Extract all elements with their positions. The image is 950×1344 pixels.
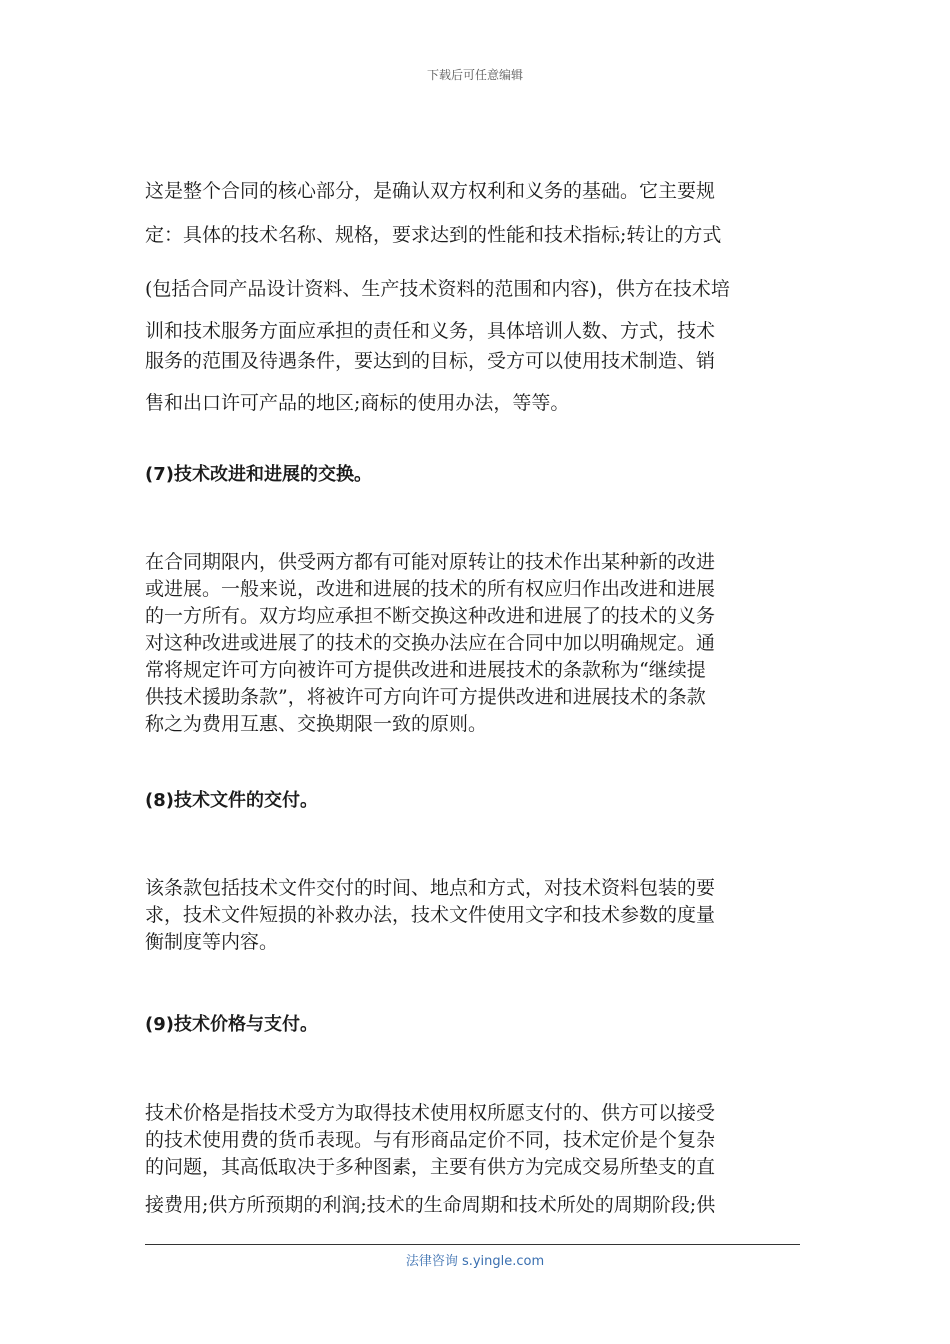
text-line: 训和技术服务方面应承担的责任和义务，具体培训人数、方式，技术	[145, 320, 716, 342]
page-header: 下载后可任意编辑	[426, 68, 523, 82]
text-line: 服务的范围及待遇条件，要达到的目标，受方可以使用技术制造、销	[145, 350, 716, 372]
footer-divider	[145, 1244, 800, 1245]
text-line: 售和出口许可产品的地区;商标的使用办法，等等。	[145, 392, 570, 414]
section-heading-8: (8)技术文件的交付。	[145, 790, 318, 811]
text-line: 接费用;供方所预期的利润;技术的生命周期和技术所处的周期阶段;供	[145, 1194, 716, 1216]
section-7-paragraph	[145, 547, 807, 736]
text-line: 技术价格是指技术受方为取得技术使用权所愿支付的、供方可以接受	[145, 1102, 716, 1124]
text-line: 的一方所有。双方均应承担不断交换这种改进和进展了的技术的义务	[145, 605, 716, 627]
text-line: 常将规定许可方向被许可方提供改进和进展技术的条款称为“继续提	[145, 659, 706, 681]
section-heading-9: (9)技术价格与支付。	[145, 1014, 318, 1035]
text-line: 求，技术文件短损的补救办法，技术文件使用文字和技术参数的度量	[145, 904, 716, 926]
text-line: 该条款包括技术文件交付的时间、地点和方式，对技术资料包装的要	[145, 877, 716, 899]
text-line: (包括合同产品设计资料、生产技术资料的范围和内容)，供方在技术培	[145, 278, 730, 300]
text-line: 称之为费用互惠、交换期限一致的原则。	[145, 713, 488, 735]
section-8-paragraph	[145, 873, 807, 954]
text-line: 供技术援助条款”，将被许可方向许可方提供改进和进展技术的条款	[145, 686, 706, 708]
intro-paragraph	[145, 176, 807, 418]
text-line: 的问题，其高低取决于多种图素，主要有供方为完成交易所垫支的直	[145, 1156, 716, 1178]
text-line: 在合同期限内，供受两方都有可能对原转让的技术作出某种新的改进	[145, 551, 716, 573]
text-line: 的技术使用费的货币表现。与有形商品定价不同，技术定价是个复杂	[145, 1129, 716, 1151]
text-line: 这是整个合同的核心部分，是确认双方权利和义务的基础。它主要规	[145, 180, 716, 202]
text-line: 对这种改进或进展了的技术的交换办法应在合同中加以明确规定。通	[145, 632, 716, 654]
section-heading-7: (7)技术改进和进展的交换。	[145, 464, 372, 485]
text-line: 衡制度等内容。	[145, 931, 279, 953]
section-9-paragraph	[145, 1098, 807, 1217]
footer-link[interactable]: 法律咨询 s.yingle.com	[405, 1254, 545, 1269]
text-line: 或进展。一般来说，改进和进展的技术的所有权应归作出改进和进展	[145, 578, 716, 600]
text-line: 定：具体的技术名称、规格，要求达到的性能和技术指标;转让的方式	[145, 224, 722, 246]
